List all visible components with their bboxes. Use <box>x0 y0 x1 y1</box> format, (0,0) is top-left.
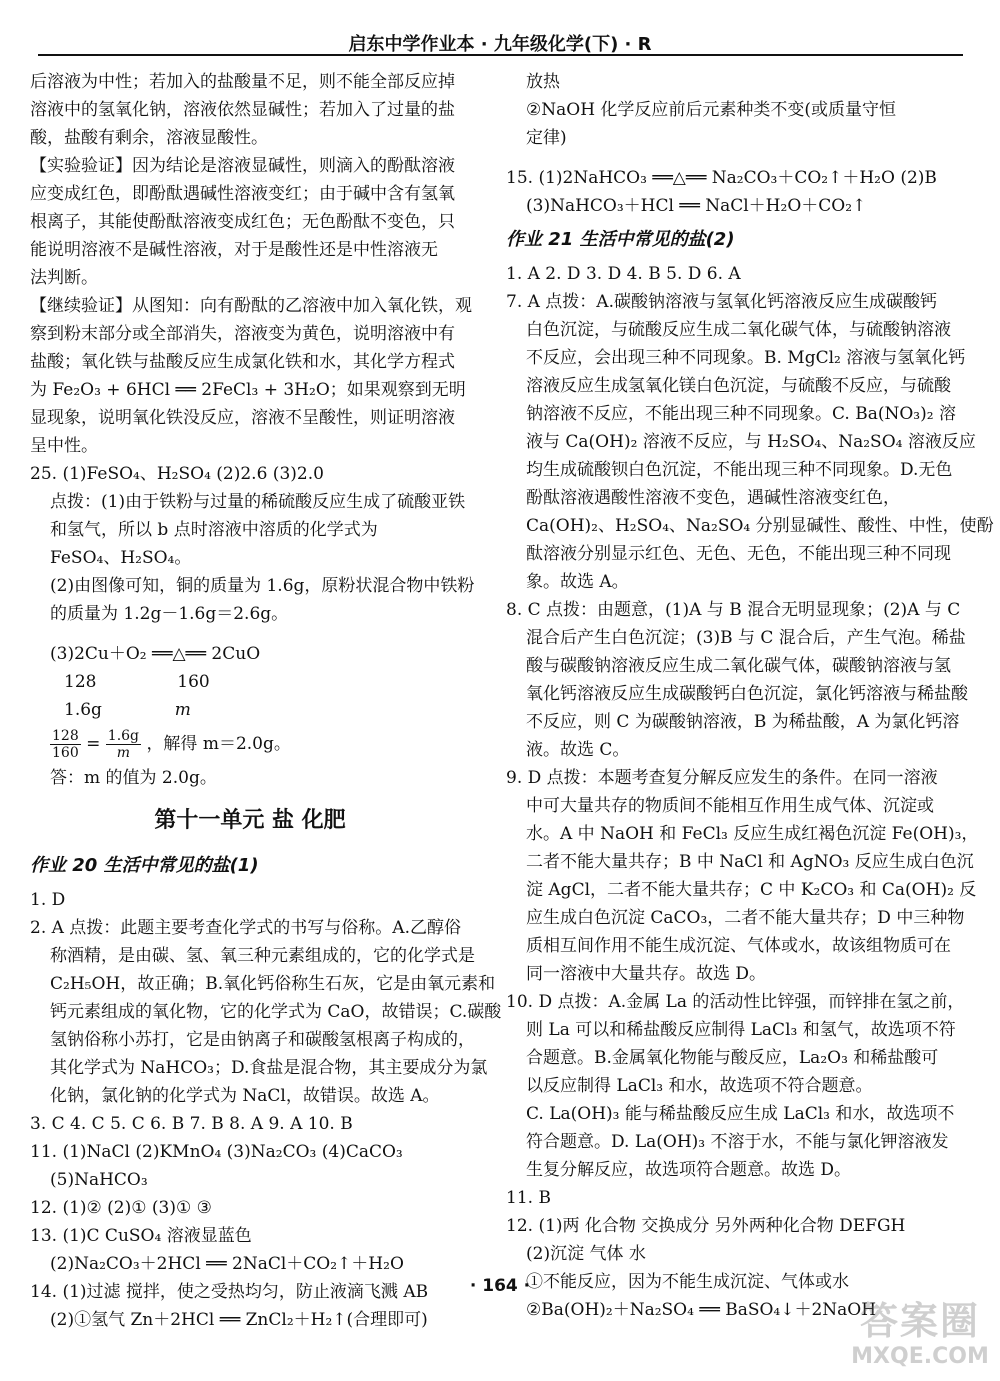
text-line: (2)由图像可知，铜的质量为 1.6g，原粉状混合物中铁粉 <box>50 576 475 596</box>
text-line: 二者不能大量共存；B 中 NaCl 和 AgNO₃ 反应生成白色沉 <box>526 852 974 872</box>
molar-mass-row <box>30 668 470 696</box>
molar-mass-cu: 128 <box>64 672 97 692</box>
text-line: 均生成硫酸钡白色沉淀，不能出现三种不同现象。D.无色 <box>526 460 953 480</box>
text-line: C₂H₅OH，故正确；B.氧化钙俗称生石灰，它是由氧元素和 <box>50 974 496 994</box>
text-line: 酞溶液分别显示红色、无色、无色，不能出现三种不同现 <box>526 544 951 564</box>
text-line: (5)NaHCO₃ <box>50 1170 148 1190</box>
answer-line: 7. A 点拨：A.碳酸钠溶液与氢氧化钙溶液反应生成碳酸钙 <box>506 292 937 312</box>
answer-line: 1. D <box>30 890 66 910</box>
text-line: ①不能反应，因为不能生成沉淀、气体或水 <box>526 1272 849 1292</box>
page-number: · 164 · <box>469 1276 531 1296</box>
solve-text: ，解得 m＝2.0g。 <box>146 734 291 754</box>
text-line: 酚酞溶液遇酸性溶液不变色，遇碱性溶液变红色， <box>526 488 900 508</box>
text-line: 水。A 中 NaOH 和 FeCl₃ 反应生成红褐色沉淀 Fe(OH)₃， <box>526 824 979 844</box>
text-line: 根离子，其能使酚酞溶液变成红色；无色酚酞不变色，只 <box>30 212 455 232</box>
text-line: 不反应，会出现三种不同现象。B. MgCl₂ 溶液与氢氧化钙 <box>526 348 966 368</box>
text-line: 化钠，氯化钠的化学式为 NaCl，故错误。故选 A。 <box>50 1086 440 1106</box>
answer-line: 9. D 点拨：本题考查复分解反应发生的条件。在同一溶液 <box>506 768 938 788</box>
mass-unknown: m <box>174 700 191 720</box>
text-line: 法判断。 <box>30 268 98 288</box>
text-line: 察到粉末部分或全部消失，溶液变为黄色，说明溶液中有 <box>30 324 455 344</box>
text-line: 定律) <box>526 128 567 148</box>
text-line: 中可大量共存的物质间不能相互作用生成气体、沉淀或 <box>526 796 934 816</box>
text-line: 钙元素组成的氧化物，它的化学式为 CaO，故错误；C.碳酸 <box>50 1002 502 1022</box>
text-line: 溶液反应生成氢氧化镁白色沉淀，与硫酸不反应，与硫酸 <box>526 376 951 396</box>
text-line: 其化学式为 NaHCO₃；D.食盐是混合物，其主要成分为氯 <box>50 1058 488 1078</box>
text-line: 合题意。B.金属氧化物能与酸反应，La₂O₃ 和稀盐酸可 <box>526 1048 939 1068</box>
text-line: 和氢气，所以 b 点时溶液中溶质的化学式为 <box>50 520 378 540</box>
fraction: $\frac{128}{160}$ <box>52 728 79 761</box>
answer-line: 14. (1)过滤 搅拌，使之受热均匀，防止液滴飞溅 AB <box>30 1282 429 1302</box>
text-line: (2)Na₂CO₃＋2HCl ══ 2NaCl＋CO₂↑＋H₂O <box>50 1254 404 1274</box>
watermark-text: 答案圈 <box>859 1299 980 1343</box>
text-line: 酸与碳酸钠溶液反应生成二氧化碳气体，碳酸钠溶液与氢 <box>526 656 951 676</box>
mass-cu: 1.6g <box>64 700 102 720</box>
text-line: 钠溶液不反应，不能出现三种不同现象。C. Ba(NO₃)₂ 溶 <box>526 404 956 424</box>
text-line: ②Ba(OH)₂＋Na₂SO₄ ══ BaSO₄↓＋2NaOH <box>526 1300 877 1320</box>
text-line: 应生成白色沉淀 CaCO₃，二者不能大量共存；D 中三种物 <box>526 908 965 928</box>
text-line: 放热 <box>526 72 560 92</box>
text-line: 酸，盐酸有剩余，溶液显酸性。 <box>30 128 268 148</box>
answer-line: 3. C 4. C 5. C 6. B 7. B 8. A 9. A 10. B <box>30 1114 353 1134</box>
text-line: 则 La 可以和稀盐酸反应制得 LaCl₃ 和氢气，故选项不符 <box>526 1020 956 1040</box>
text-line: 应变成红色，即酚酞遇碱性溶液变红；由于碱中含有氢氧 <box>30 184 455 204</box>
molar-mass-cuo: 160 <box>177 672 210 692</box>
text-line: 氧化钙溶液反应生成碳酸钙白色沉淀，氯化钙溶液与稀盐酸 <box>526 684 968 704</box>
text-line: 淀 AgCl，二者不能大量共存；C 中 K₂CO₃ 和 Ca(OH)₂ 反 <box>526 880 977 900</box>
text-line: 点拨：(1)由于铁粉与过量的稀硫酸反应生成了硫酸亚铁 <box>50 492 466 512</box>
text-line: 能说明溶液不是碱性溶液，对于是酸性还是中性溶液无 <box>30 240 438 260</box>
page-header <box>0 0 1000 58</box>
answer-line: 12. (1)两 化合物 交换成分 另外两种化合物 DEFGH <box>506 1216 906 1236</box>
text-line: 显现象，说明氧化铁没反应，溶液不呈酸性，则证明溶液 <box>30 408 455 428</box>
header-title: 启东中学作业本 · 九年级化学(下) · R <box>348 34 652 55</box>
text-line: 后溶液为中性；若加入的盐酸量不足，则不能全部反应掉 <box>30 72 455 92</box>
answer-line: 25. (1)FeSO₄、H₂SO₄ (2)2.6 (3)2.0 <box>30 464 324 484</box>
unit-title: 第十一单元 盐 化肥 <box>154 808 346 833</box>
text-line: 盐酸；氧化铁与盐酸反应生成氯化铁和水，其化学方程式 <box>30 352 455 372</box>
text-line: 为 Fe₂O₃ + 6HCl ══ 2FeCl₃ + 3H₂O；如果观察到无明 <box>30 380 466 400</box>
answer-line: 15. (1)2NaHCO₃ ══△══ Na₂CO₃＋CO₂↑＋H₂O (2)B <box>506 168 937 188</box>
text-line: 白色沉淀，与硫酸反应生成二氧化碳气体，与硫酸钠溶液 <box>526 320 951 340</box>
text-line: 的质量为 1.2g－1.6g＝2.6g。 <box>50 604 289 624</box>
homework-21-title: 作业 21 生活中常见的盐(2) <box>506 229 735 250</box>
text-line: 以反应制得 LaCl₃ 和水，故选项不符合题意。 <box>526 1076 873 1096</box>
answer-line: 8. C 点拨：由题意，(1)A 与 B 混合无明显现象；(2)A 与 C <box>506 600 961 620</box>
text-line: 【实验验证】因为结论是溶液显碱性，则滴入的酚酞溶液 <box>30 156 455 176</box>
text-line: Ca(OH)₂、H₂SO₄、Na₂SO₄ 分别显碱性、酸性、中性，使酚 <box>526 516 994 536</box>
text-line: 混合后产生白色沉淀；(3)B 与 C 混合后，产生气泡。稀盐 <box>526 628 966 648</box>
answer-line: 2. A 点拨：此题主要考查化学式的书写与俗称。A.乙醇俗 <box>30 918 461 938</box>
text-line: 呈中性。 <box>30 436 98 456</box>
answer-line: 11. (1)NaCl (2)KMnO₄ (3)Na₂CO₃ (4)CaCO₃ <box>30 1142 403 1162</box>
text-line: (2)①氢气 Zn＋2HCl ══ ZnCl₂＋H₂↑(合理即可) <box>50 1310 428 1330</box>
equation-line: (3)2Cu＋O₂ ══△══ 2CuO <box>50 644 261 664</box>
fraction: $\frac{1.6g}{m}$ <box>107 728 140 761</box>
answer-line: 12. (1)② (2)① (3)① ③ <box>30 1198 212 1218</box>
answer-line: 13. (1)C CuSO₄ 溶液显蓝色 <box>30 1226 252 1246</box>
answer-line: 1. A 2. D 3. D 4. B 5. D 6. A <box>506 264 741 284</box>
text-line: 溶液中的氢氧化钠，溶液依然显碱性；若加入了过量的盐 <box>30 100 455 120</box>
mass-value-row <box>30 696 470 724</box>
answer-line: 10. D 点拨：A.金属 La 的活动性比锌强，而锌排在氢之前， <box>506 992 965 1012</box>
text-line: ②NaOH 化学反应前后元素种类不变(或质量守恒 <box>526 100 897 120</box>
answer-statement: 答：m 的值为 2.0g。 <box>50 768 217 788</box>
text-line: 符合题意。D. La(OH)₃ 不溶于水，不能与氯化钾溶液发 <box>526 1132 949 1152</box>
answer-line: 11. B <box>506 1188 551 1208</box>
text-line: 【继续验证】从图知：向有酚酞的乙溶液中加入氧化铁，观 <box>30 296 472 316</box>
text-line: (3)NaHCO₃＋HCl ══ NaCl＋H₂O＋CO₂↑ <box>526 196 867 216</box>
text-line: 氢钠俗称小苏打，它是由钠离子和碳酸氢根离子构成的， <box>50 1030 475 1050</box>
text-line: 称酒精，是由碳、氢、氧三种元素组成的，它的化学式是 <box>50 946 475 966</box>
text-line: 液与 Ca(OH)₂ 溶液不反应，与 H₂SO₄、Na₂SO₄ 溶液反应 <box>526 432 976 452</box>
text-line: 不反应，则 C 为碳酸钠溶液，B 为稀盐酸，A 为氯化钙溶 <box>526 712 960 732</box>
homework-20-title: 作业 20 生活中常见的盐(1) <box>30 855 259 876</box>
text-line: (2)沉淀 气体 水 <box>526 1244 646 1264</box>
header-rule <box>38 54 963 56</box>
right-column <box>506 68 994 1324</box>
text-line: 同一溶液中大量共存。故选 D。 <box>526 964 767 984</box>
text-line: 液。故选 C。 <box>526 740 630 760</box>
text-line: 象。故选 A。 <box>526 572 629 592</box>
watermark-url: MXQE.COM <box>851 1344 989 1369</box>
text-line: 生复分解反应，故选项符合题意。故选 D。 <box>526 1160 852 1180</box>
text-line: C. La(OH)₃ 能与稀盐酸反应生成 LaCl₃ 和水，故选项不 <box>526 1104 955 1124</box>
text-line: FeSO₄、H₂SO₄。 <box>50 548 192 568</box>
watermark-logo <box>850 1290 990 1376</box>
proportion-line: $\frac{128}{160}$ = $\frac{1.6g}{m}$ ，解得 m＝2.0g。 <box>52 728 291 761</box>
text-line: 质相互间作用不能生成沉淀、气体或水，故该组物质可在 <box>526 936 951 956</box>
